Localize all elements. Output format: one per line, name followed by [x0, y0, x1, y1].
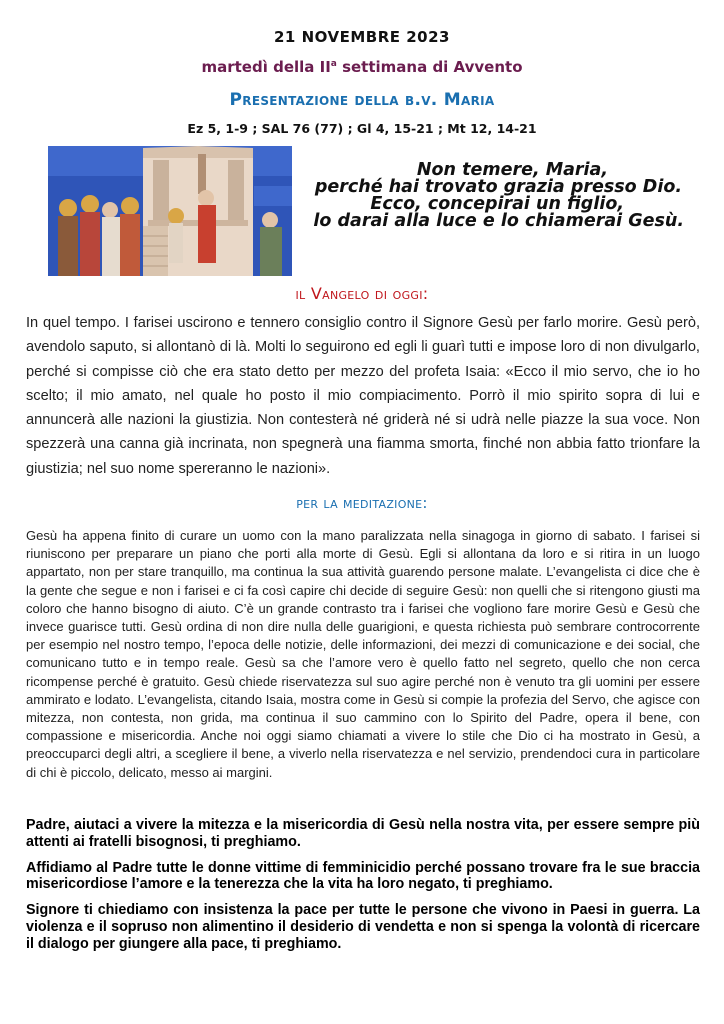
date-heading: 21 NOVEMBRE 2023: [274, 28, 450, 46]
gospel-heading: il Vangelo di oggi:: [295, 284, 429, 303]
reading-references: Ez 5, 1-9 ; SAL 76 (77) ; Gl 4, 15-21 ; Mt 12, 14-21: [187, 121, 537, 136]
prayer-intention: Signore ti chiediamo con insistenza la pace per tutte le persone che vivono in Paesi in guerra. La violenza e il sopruso non alimentino il desiderio di vendetta e non si spenga la volontà di ricercare il dialogo per giungere alla pace, ti preghiamo.: [26, 902, 700, 952]
quote-line: perché hai trovato grazia presso Dio.: [314, 177, 682, 197]
weekday-ordinal: a: [330, 59, 337, 69]
liturgical-day: [0, 58, 724, 76]
meditation-paragraph: Gesù ha appena finito di curare un uomo con la mano paralizzata nella sinagoga in giorno di sabato. I farisei si riuniscono per preparare un piano che porti alla morte di Gesù. Egli si allontana da loro e si ritira in un luogo appartato, non per stare tranquillo, ma continua la sua attività guarendo persone malate. L’evangelista ci dice che è la gente che segue e non i farisei e ci fa così capire chi decide di seguire Gesù: non quelli che si ritengono giusti ma coloro che hanno bisogno di aiuto. C’è un grande contrasto tra i farisei che vogliono fare morire Gesù e Gesù che invece guarisce tutti. Gesù ordina di non dire nulla delle guarigioni, e questa richiesta può sembrare controcorrente per esempio nel nostro tempo, l’epoca delle notizie, delle informazioni, dei mezzi di comunicazione e dei social, che comunicano tutto e in tempo reale. Gesù sa che l’amore vero è quello fatto nel segreto, quello che non cerca ricompense perché è gratuito. Gesù chiede riservatezza sul suo agire perché non è venuto tra gli uomini per essere ammirato e lodato. L’evangelista, citando Isaia, mostra come in Gesù si compie la profezia del Servo, che agisce con mitezza, non contesta, non grida, ma continua il suo cammino con lo Spirito del Padre, opera il bene, con compassione e misericordia. Anche noi oggi siamo chiamati a vivere lo stile che Dio ci ha mostrato in Gesù, a preoccuparci degli altri, a scegliere il bene, a viverlo nella riservatezza e nel servizio, prendendoci cura in particolare di chi è piccolo, delicato, messo ai margini.: [26, 528, 700, 780]
feast-title: Presentazione della b.v. Maria: [229, 90, 495, 110]
prayer-intention: Padre, aiutaci a vivere la mitezza e la misericordia di Gesù nella nostra vita, per essere sempre più attenti ai fratelli bisognosi, ti preghiamo.: [26, 817, 700, 850]
quote-line: Non temere, Maria,: [416, 160, 608, 180]
meditation-heading: per la meditazione:: [296, 494, 428, 512]
prayer-intentions: [26, 817, 700, 962]
prayer-intention: Affidiamo al Padre tutte le donne vittime di femminicidio perché possano trovare fra le sue braccia misericordiose l’amore e la tenerezza che la vita ha loro negato, ti preghiamo.: [26, 859, 700, 893]
presentation-fresco-image: [48, 146, 292, 276]
gospel-passage: In quel tempo. I farisei uscirono e tennero consiglio contro il Signore Gesù per farlo morire. Gesù però, avendolo saputo, si allontanò di là. Molti lo seguirono ed egli li guarì tutti e impose loro di non divulgarlo, perché si compisse ciò che era stato detto per mezzo del profeta Isaia: «Ecco il mio servo, che io ho scelto; il mio amato, nel quale ho posto il mio compiacimento. Porrò il mio spirito sopra di lui e annuncerà alle nazioni la giustizia. Non contesterà né griderà né si udrà nelle piazze la sua voce. Non spezzerà una canna già incrinata, non spegnerà una fiamma smorta, finché non abbia fatto trionfare la giustizia; nel suo nome spereranno le nazioni».: [26, 315, 700, 477]
weekday-rest: settimana di Avvento: [336, 58, 523, 76]
weekday-main: martedì della II: [201, 58, 331, 76]
quote-line: Ecco, concepirai un figlio,: [370, 194, 624, 214]
scripture-quote: [310, 162, 700, 230]
quote-line: lo darai alla luce e lo chiamerai Gesù.: [313, 211, 684, 231]
